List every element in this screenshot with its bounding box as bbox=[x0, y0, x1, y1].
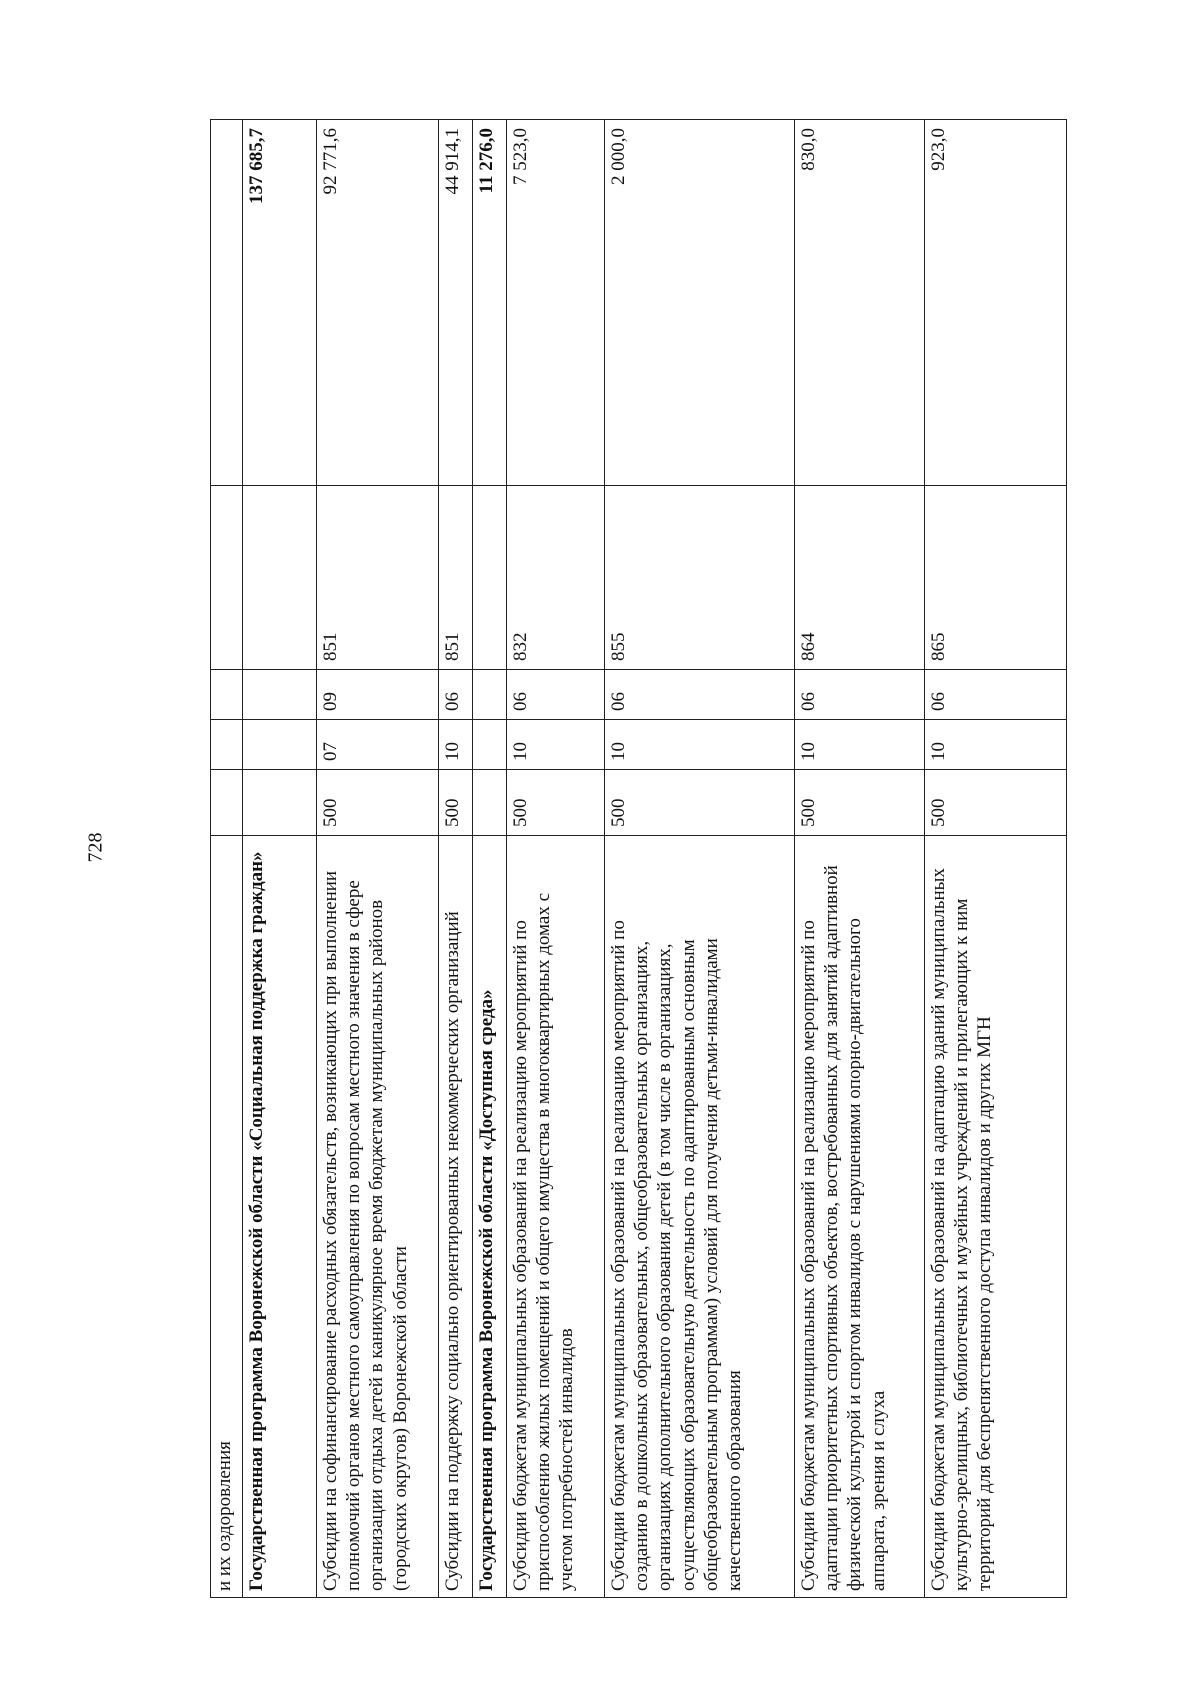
cell-code-4: 851 bbox=[439, 486, 473, 670]
cell-amount: 11 276,0 bbox=[473, 120, 507, 486]
cell-code-3 bbox=[211, 670, 243, 720]
rotated-table-container bbox=[210, 120, 1066, 1598]
row-description: Субсидии на поддержку социально ориентированных некоммерческих организаций bbox=[439, 836, 473, 1598]
table-row bbox=[925, 120, 1067, 1598]
cell-amount: 92 771,6 bbox=[317, 120, 439, 486]
row-description: Субсидии на софинансирование расходных обязательств, возникающих при выполнении полномочий органов местного самоуправления по вопросам местного значения в сфере организации отдыха детей в каникулярное время бюджетам муниципальных районов (городских округов) Воронежской области bbox=[317, 836, 439, 1598]
table-row bbox=[795, 120, 925, 1598]
table-row bbox=[439, 120, 473, 1598]
cell-code-4: 855 bbox=[605, 486, 795, 670]
row-description: и их оздоровления bbox=[211, 836, 243, 1598]
cell-code-3: 09 bbox=[317, 670, 439, 720]
cell-code-4: 865 bbox=[925, 486, 1067, 670]
budget-table bbox=[210, 119, 1067, 1598]
cell-code-1: 500 bbox=[317, 770, 439, 836]
cell-code-1: 500 bbox=[795, 770, 925, 836]
cell-code-3 bbox=[243, 670, 317, 720]
cell-code-2: 07 bbox=[317, 720, 439, 770]
cell-amount: 7 523,0 bbox=[507, 120, 605, 486]
row-description: Субсидии бюджетам муниципальных образований на адаптацию зданий муниципальных культурно-зрелищных, библиотечных и музейных учреждений и прилегающих к ним территорий для беспрепятственного доступа инвалидов и других МГН bbox=[925, 836, 1067, 1598]
row-description: Субсидии бюджетам муниципальных образований на реализацию мероприятий по приспособлению жилых помещений и общего имущества в многоквартирных домах с учетом потребностей инвалидов bbox=[507, 836, 605, 1598]
row-description: Субсидии бюджетам муниципальных образований на реализацию мероприятий по созданию в дошкольных образовательных, общеобразовательных организациях, организациях дополнительного образования детей (в том числе в организациях, осуществляющих образовательную деятельность по адаптированным основным общеобразовательным программам) условий для получения детьми-инвалидами качественного образования bbox=[605, 836, 795, 1598]
cell-code-1 bbox=[243, 770, 317, 836]
cell-code-2: 10 bbox=[925, 720, 1067, 770]
cell-code-4 bbox=[211, 486, 243, 670]
cell-amount: 923,0 bbox=[925, 120, 1067, 486]
table-row bbox=[317, 120, 439, 1598]
cell-code-2 bbox=[473, 720, 507, 770]
cell-code-3: 06 bbox=[439, 670, 473, 720]
cell-code-3: 06 bbox=[925, 670, 1067, 720]
cell-code-2: 10 bbox=[795, 720, 925, 770]
cell-code-1: 500 bbox=[507, 770, 605, 836]
cell-code-2: 10 bbox=[439, 720, 473, 770]
cell-code-2: 10 bbox=[507, 720, 605, 770]
cell-code-4: 851 bbox=[317, 486, 439, 670]
cell-code-4 bbox=[243, 486, 317, 670]
cell-code-3: 06 bbox=[507, 670, 605, 720]
cell-code-4: 832 bbox=[507, 486, 605, 670]
cell-code-1: 500 bbox=[439, 770, 473, 836]
cell-code-2: 10 bbox=[605, 720, 795, 770]
cell-amount: 137 685,7 bbox=[243, 120, 317, 486]
cell-code-3: 06 bbox=[795, 670, 925, 720]
table-row bbox=[507, 120, 605, 1598]
cell-code-3 bbox=[473, 670, 507, 720]
cell-code-4: 864 bbox=[795, 486, 925, 670]
cell-amount: 2 000,0 bbox=[605, 120, 795, 486]
cell-code-2 bbox=[243, 720, 317, 770]
table-row bbox=[243, 120, 317, 1598]
cell-code-1: 500 bbox=[925, 770, 1067, 836]
cell-code-1 bbox=[211, 770, 243, 836]
cell-amount: 44 914,1 bbox=[439, 120, 473, 486]
table-row bbox=[605, 120, 795, 1598]
cell-code-3: 06 bbox=[605, 670, 795, 720]
cell-amount bbox=[211, 120, 243, 486]
table-row bbox=[473, 120, 507, 1598]
cell-amount: 830,0 bbox=[795, 120, 925, 486]
page-number: 728 bbox=[84, 832, 107, 863]
row-description: Государственная программа Воронежской области «Доступная среда» bbox=[473, 836, 507, 1598]
cell-code-2 bbox=[211, 720, 243, 770]
cell-code-1: 500 bbox=[605, 770, 795, 836]
row-description: Государственная программа Воронежской области «Социальная поддержка граждан» bbox=[243, 836, 317, 1598]
cell-code-4 bbox=[473, 486, 507, 670]
row-description: Субсидии бюджетам муниципальных образований на реализацию мероприятий по адаптации приоритетных спортивных объектов, востребованных для занятий адаптивной физической культурой и спортом инвалидов с нарушениями опорно-двигательного аппарата, зрения и слуха bbox=[795, 836, 925, 1598]
table-row bbox=[211, 120, 243, 1598]
cell-code-1 bbox=[473, 770, 507, 836]
